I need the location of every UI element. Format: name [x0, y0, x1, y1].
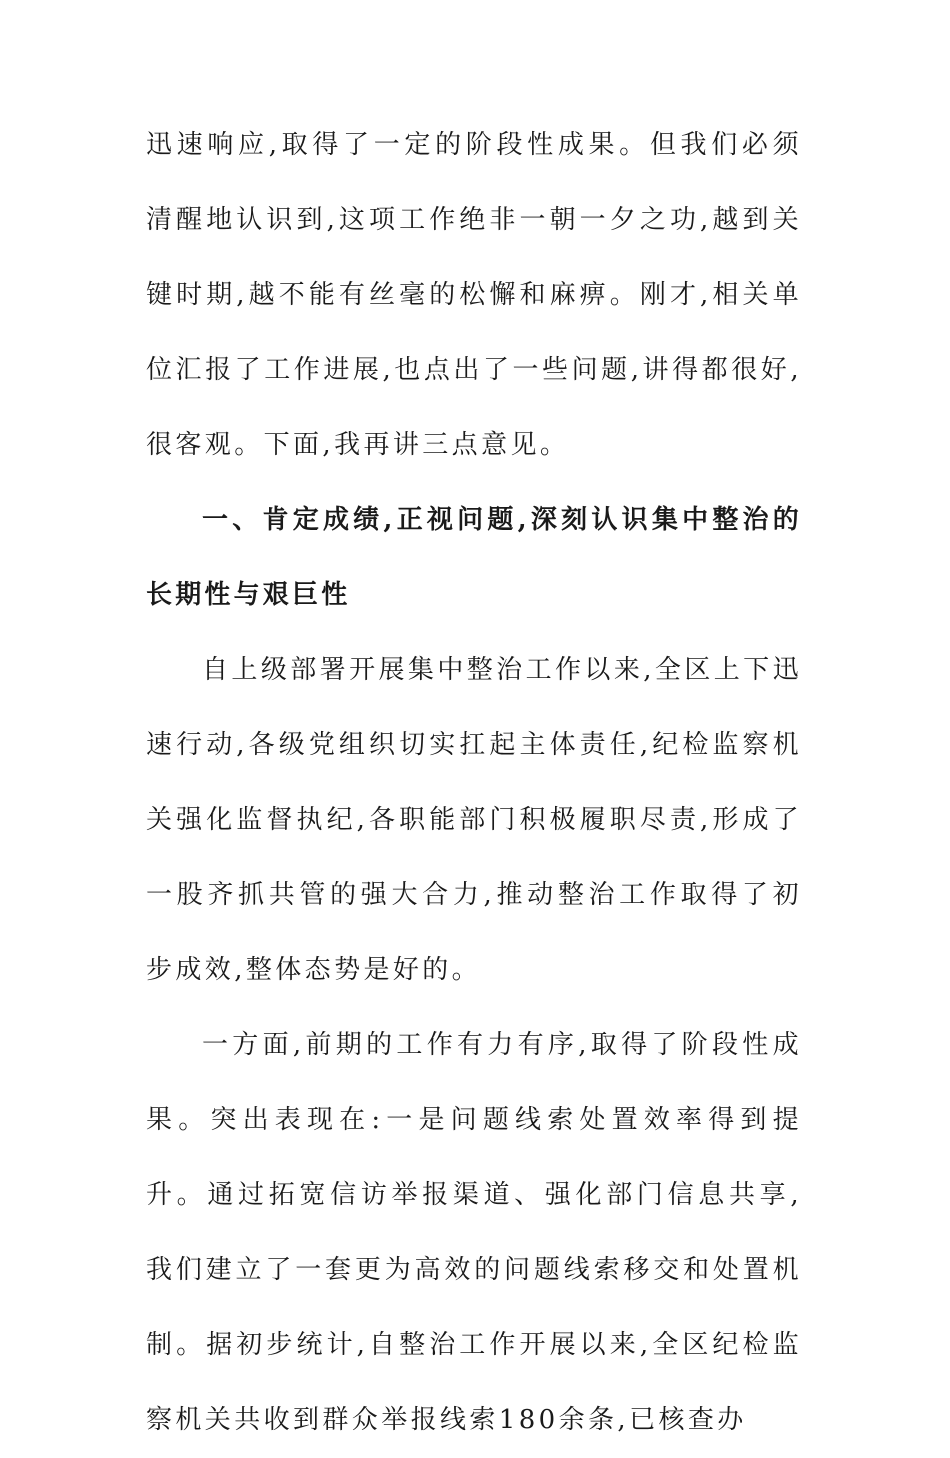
body-paragraph-continuation: 迅速响应,取得了一定的阶段性成果。但我们必须清醒地认识到,这项工作绝非一朝一夕之功,越到关键时期,越不能有丝毫的松懈和麻痹。刚才,相关单位汇报了工作进展,也点出了一些问题,讲得都很好,很客观。下面,我再讲三点意见。	[146, 130, 802, 460]
section-heading-1: 一、肯定成绩,正视问题,深刻认识集中整治的长期性与艰巨性	[146, 505, 802, 610]
body-paragraph: 一方面,前期的工作有力有序,取得了阶段性成果。突出表现在:一是问题线索处置效率得到提升。通过拓宽信访举报渠道、强化部门信息共享,我们建立了一套更为高效的问题线索移交和处置机制。据初步统计,自整治工作开展以来,全区纪检监察机关共收到群众举报线索180余条,已核查办	[146, 1030, 802, 1435]
body-paragraph: 自上级部署开展集中整治工作以来,全区上下迅速行动,各级党组织切实扛起主体责任,纪检监察机关强化监督执纪,各职能部门积极履职尽责,形成了一股齐抓共管的强大合力,推动整治工作取得了初步成效,整体态势是好的。	[146, 655, 802, 985]
document-page	[146, 108, 802, 1458]
